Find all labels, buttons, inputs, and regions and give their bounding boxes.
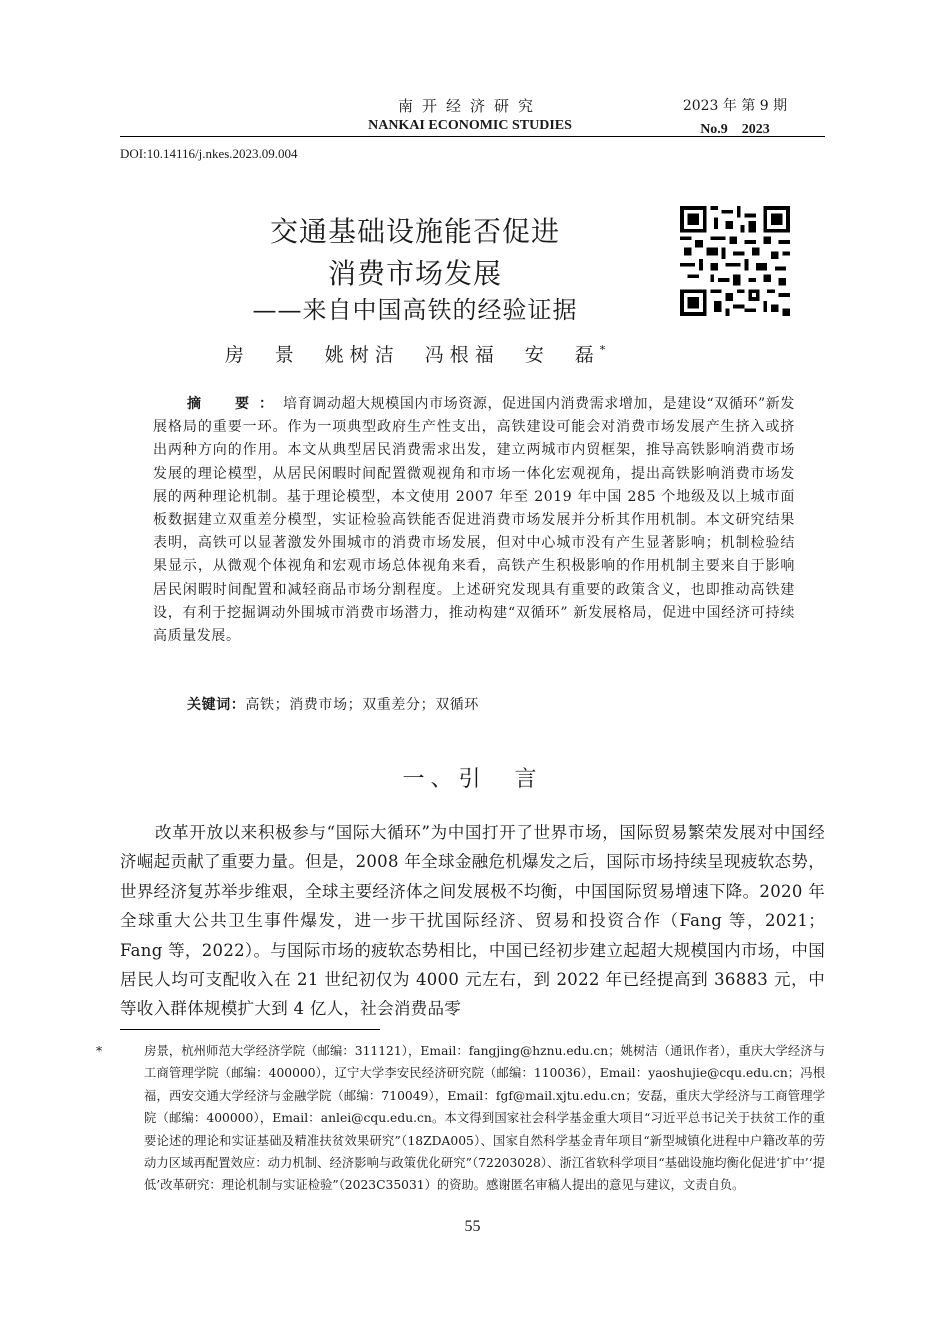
footnote-mark: * [96,1044,103,1058]
body-paragraph: 改革开放以来积极参与“国际大循环”为中国打开了世界市场，国际贸易繁荣发展对中国经济崛起贡献了重要力量。但是，2008 年全球金融危机爆发之后，国际市场持续呈现疲软态势，世界经济复苏举步维艰，全球主要经济体之间发展极不均衡，中国国际贸易增速下降。2020 年全球重大公共卫生事件爆发，进一步干扰国际经济、贸易和投资合作（Fang 等，2021；Fang 等，2022）。与国际市场的疲软态势相比，中国已经初步建立起超大规模国内市场，中国居民人均可支配收入在 21 世纪初仅为 4000 元左右，到 2022 年已经提高到 36883 元，中等收入群体规模扩大到 4 亿人，社会消费品零 [120,823,825,1019]
abstract [153,393,795,648]
footnote-text: 房景，杭州师范大学经济学院（邮编：311121），Email：fangjing@hznu.edu.cn；姚树洁（通讯作者），重庆大学经济与工商管理学院（邮编：400000），辽宁大学李安民经济研究院（邮编：110036），Email：yaoshujie@cqu.edu.cn；冯根福，西安交通大学经济与金融学院（邮编：710049），Email：fgf@mail.xjtu.edu.cn；安磊，重庆大学经济与工商管理学院（邮编：400000），Email：anlei@cqu.edu.cn。本文得到国家社会科学基金重大项目“习近平总书记关于扶贫工作的重要论述的理论和实证基础及精准扶贫效果研究”（18ZDA005）、国家自然科学基金青年项目“新型城镇化进程中户籍改革的劳动力区域再配置效应：动力机制、经济影响与政策优化研究”（72203028）、浙江省软科学项目“基础设施均衡化促进‘扩中’‘提低’改革研究：理论机制与实证检验”（2023C35031）的资助。感谢匿名审稿人提出的意见与建议，文责自负。 [144,1044,825,1193]
doi: DOI:10.14116/j.nkes.2023.09.004 [120,146,298,161]
abstract-text: 培育调动超大规模国内市场资源，促进国内消费需求增加，是建设“双循环”新发展格局的重要一环。作为一项典型政府生产性支出，高铁建设可能会对消费市场发展产生挤入或挤出两种方向的作用。本文从典型居民消费需求出发，建立两城市内贸框架，推导高铁影响消费市场发展的理论模型，从居民闲暇时间配置微观视角和市场一体化宏观视角，提出高铁影响消费市场发展的两种理论机制。基于理论模型，本文使用 2007 年至 2019 年中国 285 个地级及以上城市面板数据建立双重差分模型，实证检验高铁能否促进消费市场发展并分析其作用机制。本文研究结果表明，高铁可以显著激发外围城市的消费市场发展，但对中心城市没有产生显著影响；机制检验结果显示，从微观个体视角和宏观市场总体视角来看，高铁产生积极影响的作用机制主要来自于影响居民闲暇时间配置和减轻商品市场分割程度。上述研究发现具有重要的政策含义，也即推动高铁建设，有利于挖掘调动外围城市消费市场潜力，推动构建“双循环” 新发展格局，促进中国经济可持续高质量发展。 [153,396,795,645]
footnote-rule [120,1029,380,1030]
author-names: 房 景 姚树洁 冯根福 安 磊 [224,344,600,366]
footnote [96,1040,825,1197]
author-footnote-mark: * [599,343,606,357]
keywords-text: 高铁；消费市场；双重差分；双循环 [245,697,480,713]
issue-cn: 2023 年 第 9 期 [682,98,788,114]
paper-title-line2: 消费市场发展 [327,257,502,290]
issue-en: No.9 2023 [700,122,770,137]
header-rule [120,136,825,137]
journal-name-cn: 南开经济研究 [397,97,542,115]
author-list [220,340,610,367]
paper-subtitle: ——来自中国高铁的经验证据 [252,296,578,324]
journal-name-en: NANKAI ECONOMIC STUDIES [368,118,572,133]
section-title: 一、引 言 [402,767,543,792]
qr-code-icon[interactable] [680,206,790,316]
page-number: 55 [464,1218,481,1235]
paper-title-line1: 交通基础设施能否促进 [269,215,560,248]
keywords-label: 关键词： [187,697,246,713]
abstract-label: 摘 要： [187,396,284,412]
keywords [187,694,787,714]
